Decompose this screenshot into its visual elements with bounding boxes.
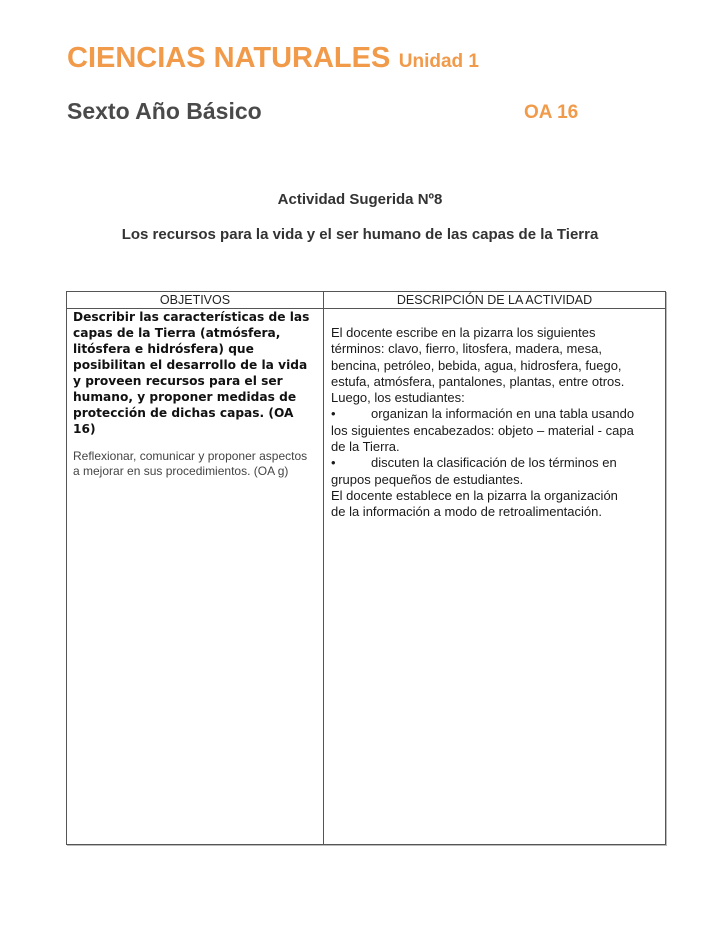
bullet-1-text: organizan la información en una tabla usando <box>371 406 635 422</box>
description-line: de la Tierra. <box>331 439 400 455</box>
header-descripcion: DESCRIPCIÓN DE LA ACTIVIDAD <box>396 293 593 307</box>
activity-table <box>66 291 666 845</box>
objective-main-text: Describir las características de las capas de la Tierra (atmósfera, litósfera e hidrósfera) que posibilitan el desarrollo de la vida y proveen recursos para el ser humano, y proponer medidas de protección de dichas capas. (OA 16) <box>73 310 310 436</box>
table-header-row <box>67 292 665 309</box>
description-line: los siguientes encabezados: objeto – material - capa <box>331 422 634 438</box>
bullet-icon: • <box>331 406 336 422</box>
activity-description <box>331 325 663 521</box>
description-line: El docente establece en la pizarra la organización <box>331 487 618 503</box>
bullet-icon: • <box>331 455 336 471</box>
description-line: términos: clavo, fierro, litosfera, madera, mesa, <box>331 341 602 357</box>
subject-title: CIENCIAS NATURALES <box>67 42 391 74</box>
description-line: de la información a modo de retroalimentación. <box>331 504 602 520</box>
description-line: grupos pequeños de estudiantes. <box>331 471 524 487</box>
activity-number: Actividad Sugerida Nº8 <box>277 191 443 208</box>
grade-label: Sexto Año Básico <box>67 98 262 124</box>
document-title <box>67 42 479 75</box>
description-line: bencina, petróleo, bebida, agua, hidrosfera, fuego, <box>331 357 622 373</box>
column-divider <box>323 292 324 844</box>
bullet-2-text: discuten la clasificación de los términos en <box>371 455 617 471</box>
objective-secondary-text: Reflexionar, comunicar y proponer aspectos a mejorar en sus procedimientos. (OA g) <box>73 449 308 478</box>
oa-label: OA 16 <box>524 102 579 123</box>
header-objetivos: OBJETIVOS <box>159 293 231 307</box>
bullet-item-1 <box>331 406 663 422</box>
description-line: El docente escribe en la pizarra los siguientes <box>331 325 596 340</box>
description-line: estufa, atmósfera, pantalones, plantas, entre otros. <box>331 373 625 389</box>
bullet-item-2 <box>331 455 663 471</box>
description-line: Luego, los estudiantes: <box>331 390 465 406</box>
activity-title: Los recursos para la vida y el ser humano de las capas de la Tierra <box>121 226 599 243</box>
unit-label: Unidad 1 <box>398 51 479 72</box>
